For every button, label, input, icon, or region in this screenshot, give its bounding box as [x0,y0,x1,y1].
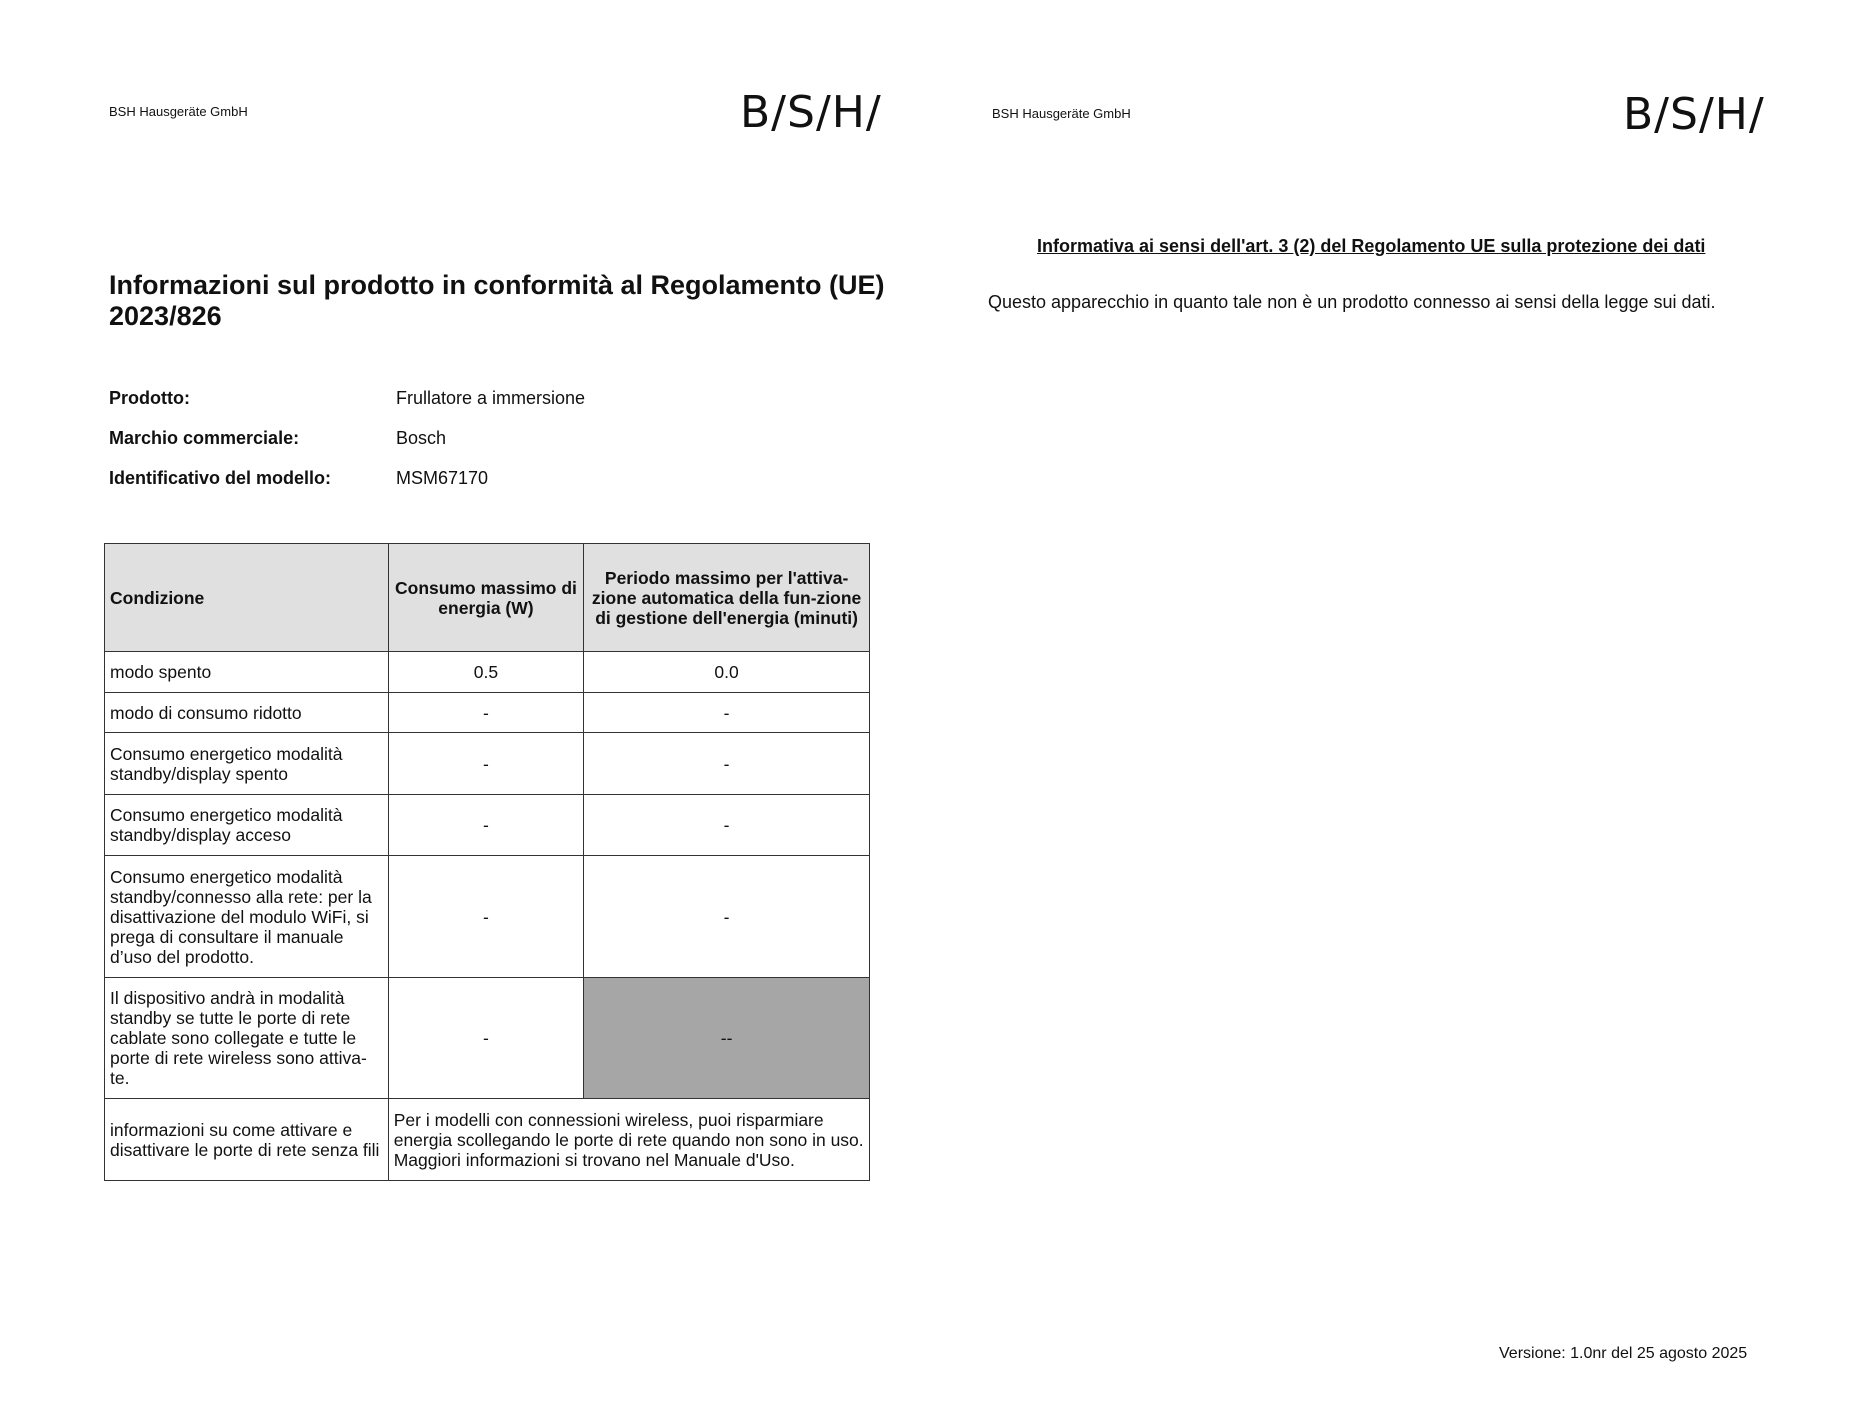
header-max-period: Periodo massimo per l'attiva-zione automatica della fun-zione di gestione dell'energia (minuti) [584,544,870,652]
condition-cell: Consumo energetico modalità standby/display spento [105,733,389,795]
wireless-info-cell: Per i modelli con connessioni wireless, puoi risparmiare energia scollegando le porte di rete quando non sono in uso. Maggiori informazioni si trovano nel Manuale d'Uso. [388,1099,869,1181]
period-cell: - [584,693,870,733]
company-name: BSH Hausgeräte GmbH [109,104,248,119]
page-title: Informazioni sul prodotto in conformità al Regolamento (UE) 2023/826 [109,270,885,331]
condition-cell: Consumo energetico modalità standby/connesso alla rete: per la disattivazione del modulo WiFi, si prega di consultare il manuale d’uso del prodotto. [105,856,389,978]
condition-cell: modo spento [105,652,389,693]
power-cell: - [388,733,583,795]
period-cell: - [584,856,870,978]
energy-table [104,543,870,1181]
bsh-logo: B/S/H/ [1623,89,1765,140]
power-cell: 0.5 [388,652,583,693]
period-cell-shaded: -- [584,978,870,1099]
product-value: Frullatore a immersione [396,388,586,408]
condition-cell: Il dispositivo andrà in modalità standby se tutte le porte di rete cablate sono collegate e tutte le porte di rete wireless sono attiva-te. [105,978,389,1099]
model-value: MSM67170 [396,468,489,488]
period-cell: 0.0 [584,652,870,693]
table-row [105,693,870,733]
table-row [105,733,870,795]
data-protection-text: Questo apparecchio in quanto tale non è un prodotto connesso ai sensi della legge sui dati. [988,292,1716,312]
condition-cell: informazioni su come attivare e disattivare le porte di rete senza fili [105,1099,389,1181]
condition-cell: modo di consumo ridotto [105,693,389,733]
header-condition: Condizione [105,544,389,652]
power-cell: - [388,978,583,1099]
header-max-power: Consumo massimo di energia (W) [388,544,583,652]
power-cell: - [388,693,583,733]
table-row [105,978,870,1099]
condition-cell: Consumo energetico modalità standby/display acceso [105,795,389,856]
power-cell: - [388,856,583,978]
model-label: Identificativo del modello: [109,468,332,488]
period-cell: - [584,795,870,856]
power-cell: - [388,795,583,856]
company-name: BSH Hausgeräte GmbH [992,106,1131,121]
version-label: Versione: 1.0nr del 25 agosto 2025 [1499,1345,1748,1362]
table-row [105,652,870,693]
table-row-wireless-info [105,1099,870,1181]
table-row [105,856,870,978]
table-header-row [105,544,870,652]
table-row [105,795,870,856]
product-label: Prodotto: [109,388,190,408]
period-cell: - [584,733,870,795]
brand-value: Bosch [396,428,447,448]
data-protection-heading: Informativa ai sensi dell'art. 3 (2) del Regolamento UE sulla protezione dei dati [1037,236,1706,256]
bsh-logo: B/S/H/ [740,87,882,138]
brand-label: Marchio commerciale: [109,428,300,448]
